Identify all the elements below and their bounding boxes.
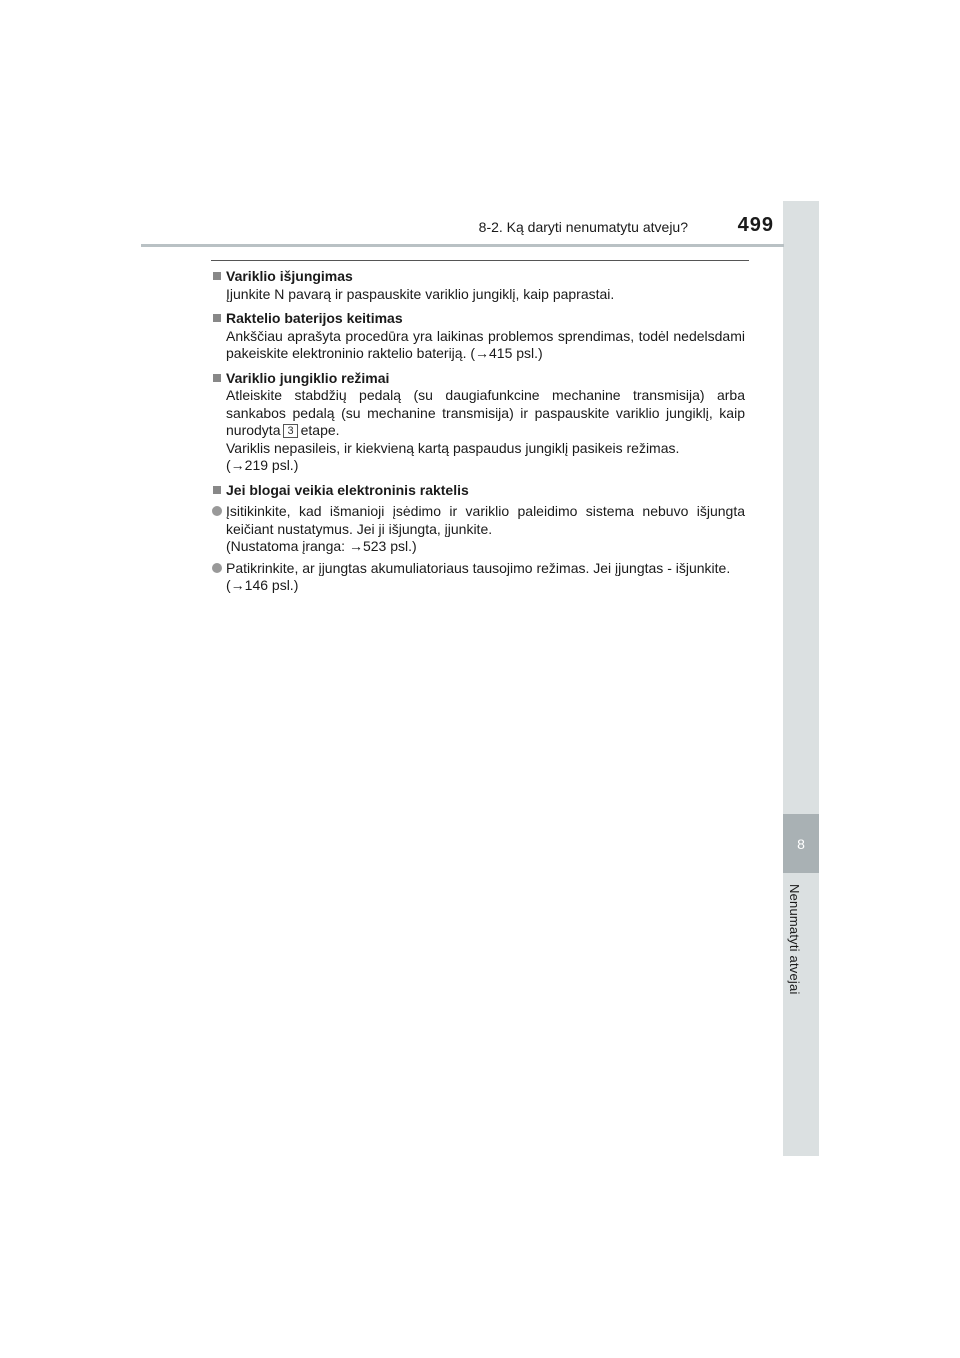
section-heading: Raktelio baterijos keitimas: [212, 310, 745, 328]
list-item: Įsitikinkite, kad išmanioji įsėdimo ir variklio paleidimo sistema nebuvo išjungta keičiant nustatymus. Jei ji išjungta, įjunkite. (Nustatoma įranga: →523 psl.): [212, 503, 745, 556]
section-heading: Variklio jungiklio režimai: [212, 370, 745, 388]
square-bullet-icon: [213, 374, 221, 382]
content-rule: [211, 260, 749, 261]
chapter-title: Nenumatyti atvejai: [787, 884, 802, 995]
square-bullet-icon: [213, 314, 221, 322]
section-heading: Variklio išjungimas: [212, 268, 745, 286]
section-engine-off: [212, 268, 745, 303]
list-item: Patikrinkite, ar įjungtas akumuliatoriaus tausojimo režimas. Jei įjungtas - išjunkite. (→146 psl.): [212, 560, 745, 595]
page-number: 499: [737, 214, 774, 236]
square-bullet-icon: [213, 272, 221, 280]
section-body: Atleiskite stabdžių pedalą (su daugiafunkcine mechanine transmisija) arba sankabos pedalą (su mechanine transmisija) ir paspauskite variklio jungiklį, kaip nurodyta 3 etape. Variklis nepasileis, ir kiekvieną kartą paspaudus jungiklį pasikeis režimas. (→219 psl.): [226, 387, 745, 473]
square-bullet-icon: [213, 486, 221, 494]
section-switch-modes: [212, 370, 745, 475]
bullet-list: [212, 503, 745, 595]
section-body: Ankščiau aprašyta procedūra yra laikinas problemos sprendimas, todėl nedelsdami pakeiskite elektroninio raktelio bateriją. (→415 psl.): [226, 327, 745, 361]
chapter-number: 8: [797, 835, 805, 852]
round-bullet-icon: [212, 506, 222, 516]
step-number-badge: 3: [283, 424, 297, 438]
section-body: Įjunkite N pavarą ir paspauskite variklio jungiklį, kaip paprastai.: [226, 285, 615, 302]
content: [212, 268, 745, 602]
header-rule: [141, 244, 784, 247]
section-key-malfunction: [212, 482, 745, 595]
section-key-battery: [212, 310, 745, 363]
chapter-number-box: [783, 814, 819, 873]
side-tab: [783, 201, 819, 1156]
round-bullet-icon: [212, 563, 222, 573]
section-path: 8-2. Ką daryti nenumatytu atveju?: [478, 219, 688, 235]
section-heading: Jei blogai veikia elektroninis raktelis: [212, 482, 745, 500]
